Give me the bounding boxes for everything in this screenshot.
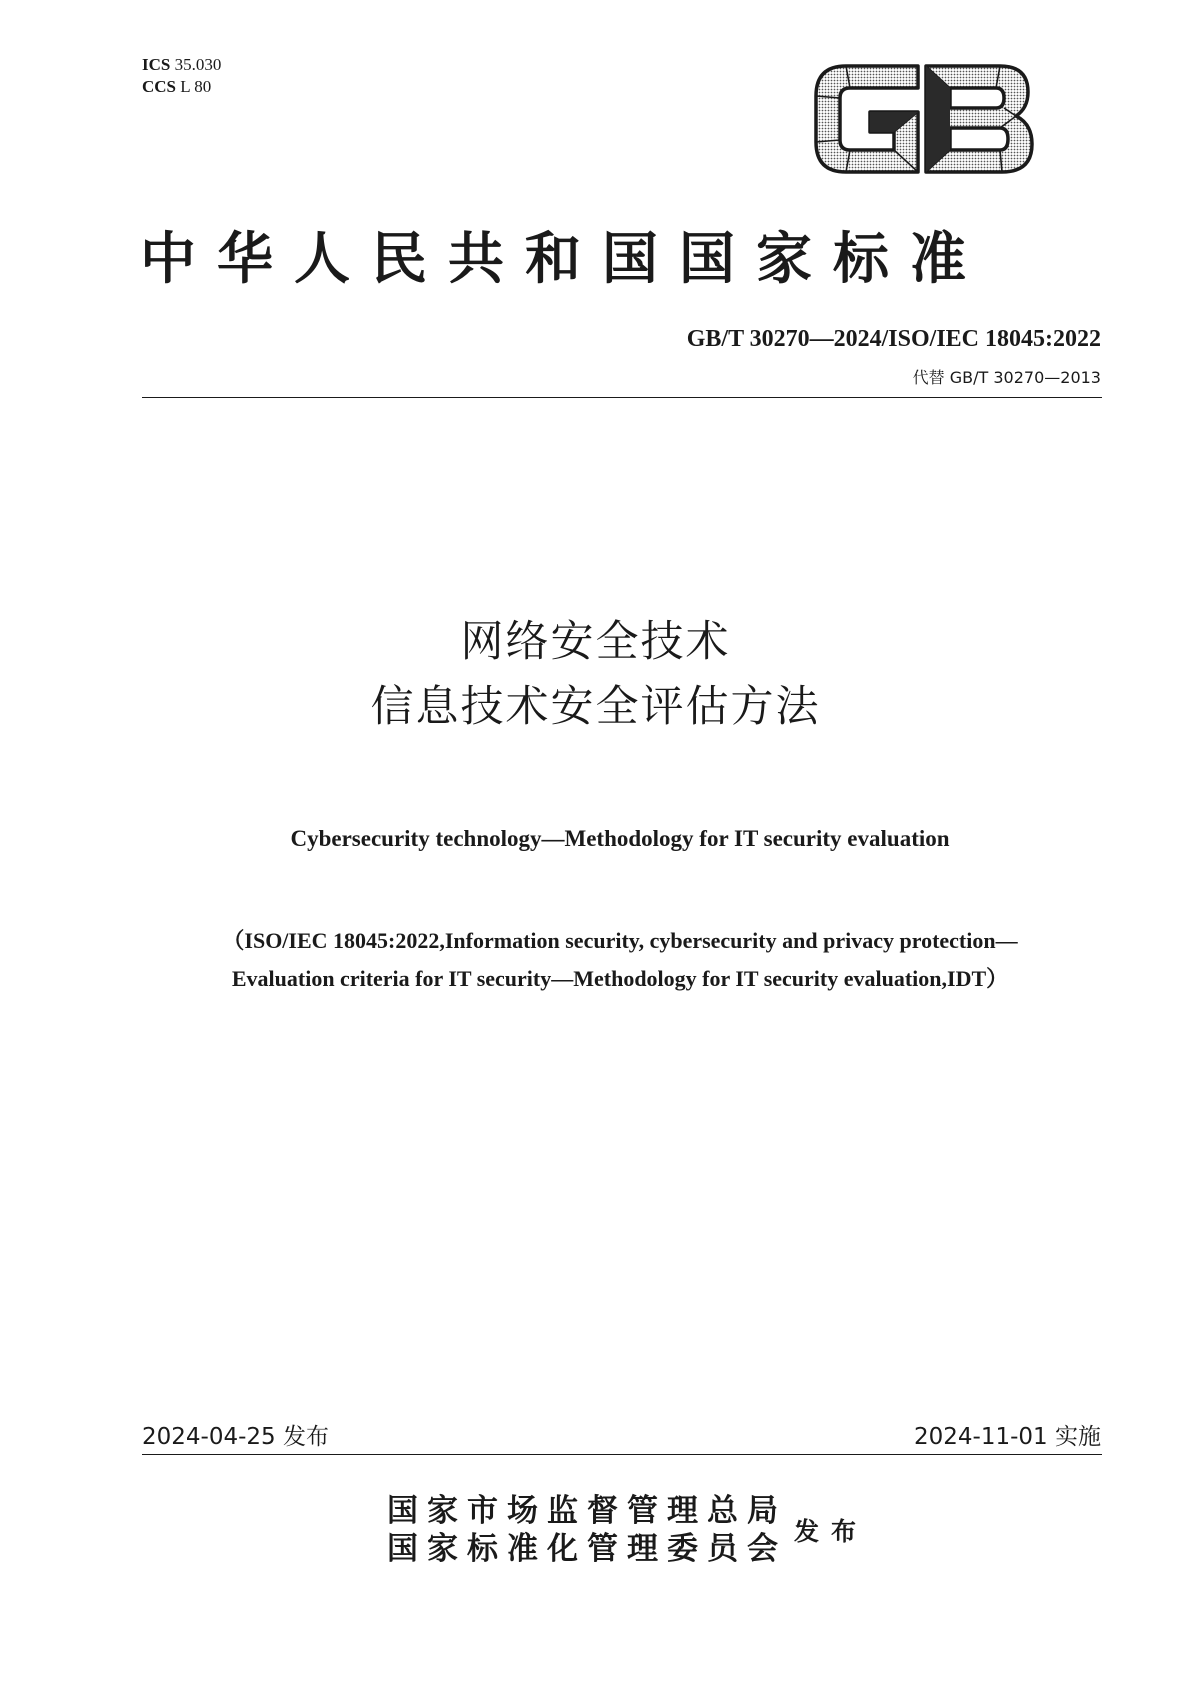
bottom-divider — [142, 1454, 1102, 1455]
iso-reference-line1: （ISO/IEC 18045:2022,Information security, cybersecurity and privacy protection— — [222, 928, 1018, 953]
standard-number: GB/T 30270—2024/ISO/IEC 18045:2022 — [686, 326, 1101, 352]
top-divider — [142, 397, 1102, 398]
implementation-date: 2024-11-01 实施 — [914, 1424, 1101, 1450]
ics-code — [142, 54, 221, 76]
ics-value: 35.030 — [174, 55, 222, 74]
classification-codes — [142, 54, 221, 98]
title-cn-line2: 信息技术安全评估方法 — [370, 682, 821, 732]
publish-label: 发布 — [794, 1517, 869, 1546]
logo-letter-g — [816, 66, 918, 172]
replaces-standard: 代替 GB/T 30270—2013 — [912, 368, 1101, 387]
iso-reference-line2: Evaluation criteria for IT security—Methodology for IT security evaluation,IDT） — [231, 966, 1009, 991]
ics-label: ICS — [142, 55, 171, 74]
ccs-code — [142, 76, 221, 98]
national-standard-title: 中华人民共和国国家标准 — [140, 227, 987, 292]
publisher-sac: 国家标准化管理委员会 — [387, 1531, 787, 1567]
publishers — [387, 1492, 787, 1568]
ccs-label: CCS — [142, 77, 177, 96]
logo-letter-b — [926, 66, 1032, 172]
issue-date: 2024-04-25 发布 — [142, 1424, 329, 1450]
ccs-value: L 80 — [180, 77, 212, 96]
gb-logo-icon — [806, 58, 1040, 180]
title-cn-line1: 网络安全技术 — [460, 617, 731, 667]
publisher-samr: 国家市场监督管理总局 — [387, 1493, 787, 1529]
title-en: Cybersecurity technology—Methodology for IT security evaluation — [290, 826, 950, 851]
